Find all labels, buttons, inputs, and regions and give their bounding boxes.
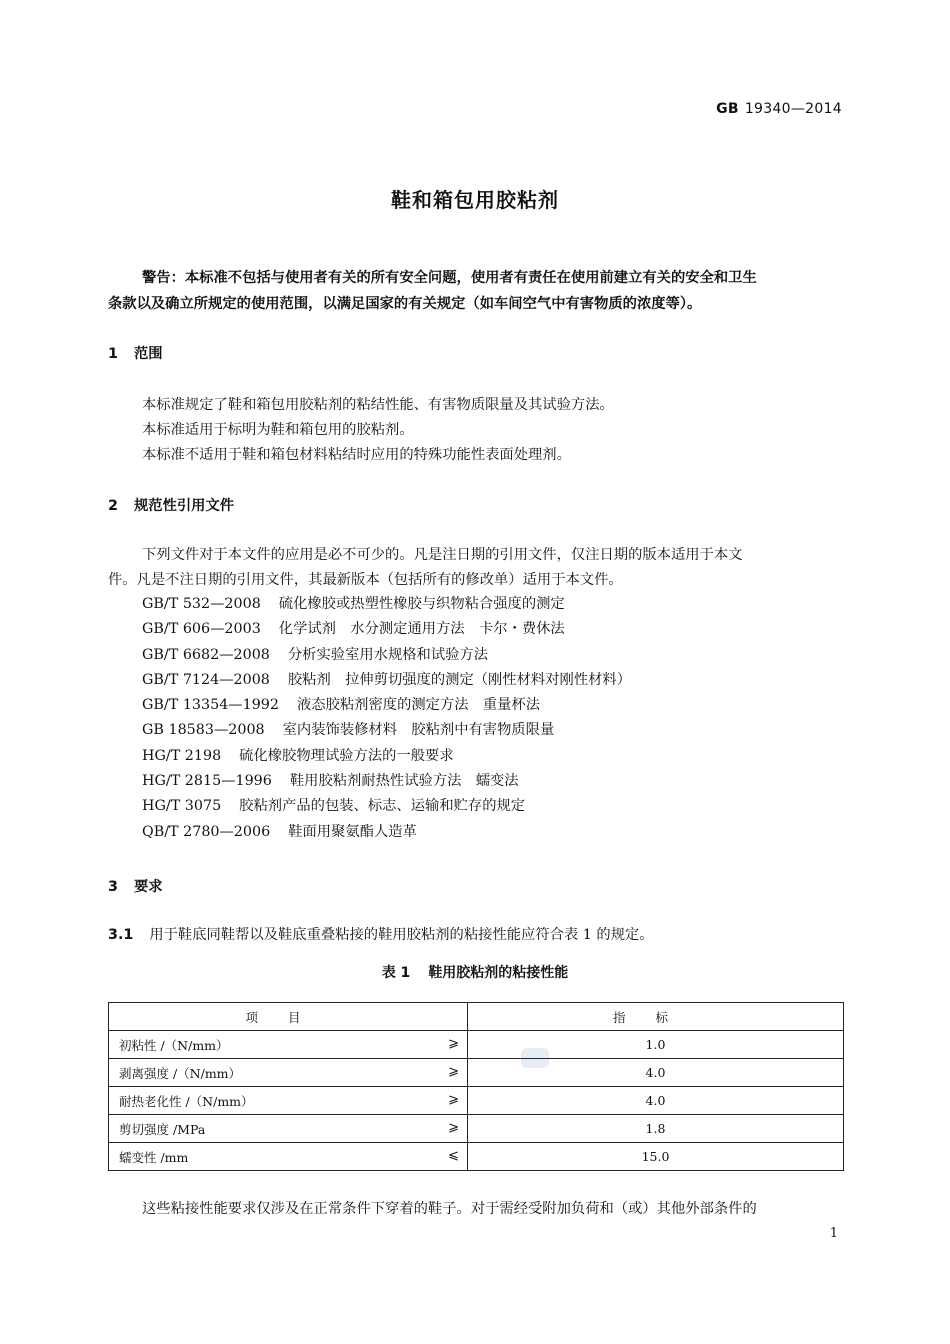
table-cell-item [109,1115,468,1143]
scope-paragraph: 本标准不适用于鞋和箱包材料粘结时应用的特殊功能性表面处理剂。 [142,447,571,463]
warning-line: 条款以及确立所规定的使用范围，以满足国家的有关规定（如车间空气中有害物质的浓度等）。 [108,296,702,312]
clause-3-1 [108,924,654,944]
reference-code: GB/T 7124—2008 [142,671,270,688]
reference-code: HG/T 2198 [142,747,222,764]
references-intro [108,543,844,593]
comparison-symbol: ⩾ [448,1091,459,1107]
reference-title: 胶粘剂 拉伸剪切强度的测定（刚性材料对刚性材料） [287,671,632,688]
standard-code [716,101,842,117]
reference-item [142,643,631,668]
warning-line: 警告：本标准不包括与使用者有关的所有安全问题，使用者有责任在使用前建立有关的安全和卫生 [142,270,757,286]
table-cell-value: 1.8 [468,1115,844,1143]
reference-item [142,718,631,743]
item-label: 耐热老化性 /（N/mm） [119,1093,254,1109]
table-caption-number: 表 1 [381,965,411,981]
reference-title: 分析实验室用水规格和试验方法 [287,646,489,663]
scope-paragraph: 本标准规定了鞋和箱包用胶粘剂的粘结性能、有害物质限量及其试验方法。 [142,397,614,413]
table-caption [0,962,950,982]
reference-code: GB 18583—2008 [142,722,265,739]
reference-item [142,668,631,693]
table-caption-title: 鞋用胶粘剂的粘接性能 [428,965,569,981]
item-label: 蠕变性 /mm [119,1149,189,1165]
reference-item [142,744,631,769]
table-cell-item [109,1031,468,1059]
reference-title: 硫化橡胶物理试验方法的一般要求 [239,747,454,764]
reference-item [142,820,631,845]
table-header-row [109,1003,844,1031]
comparison-symbol: ⩾ [448,1035,459,1051]
reference-title: 室内装饰装修材料 胶粘剂中有害物质限量 [282,722,555,739]
reference-title: 鞋面用聚氨酯人造革 [288,823,417,840]
table-row [109,1143,844,1171]
table-row [109,1059,844,1087]
table-cell-item [109,1087,468,1115]
reference-title: 化学试剂 水分测定通用方法 卡尔・费休法 [278,621,565,638]
comparison-symbol: ⩾ [448,1119,459,1135]
reference-item [142,769,631,794]
table-row [109,1087,844,1115]
warning-paragraph [108,265,844,317]
section-number: 2 [108,498,118,514]
reference-code: GB/T 13354—1992 [142,697,279,714]
reference-code: GB/T 6682—2008 [142,646,270,663]
reference-code: HG/T 2815—1996 [142,773,272,790]
reference-item [142,693,631,718]
intro-line: 件。凡是不注日期的引用文件，其最新版本（包括所有的修改单）适用于本文件。 [108,572,623,588]
reference-code: GB/T 532—2008 [142,596,261,612]
page-number: 1 [829,1226,838,1241]
reference-code: GB/T 606—2003 [142,621,261,638]
reference-title: 硫化橡胶或热塑性橡胶与织物粘合强度的测定 [278,596,565,612]
watermark-logo-icon [520,1045,550,1071]
table-cell-item [109,1143,468,1171]
bonding-performance-table [108,1002,844,1171]
table-cell-value: 4.0 [468,1087,844,1115]
section-heading-requirements [108,876,163,896]
table-cell-item [109,1059,468,1087]
section-title: 范围 [134,346,163,362]
intro-line: 下列文件对于本文件的应用是必不可少的。凡是注日期的引用文件，仅注日期的版本适用于本文 [142,547,743,563]
reference-item [142,617,631,642]
clause-number: 3.1 [108,927,134,943]
section-number: 3 [108,879,118,895]
reference-item [142,592,631,617]
section-heading-references [108,495,234,515]
reference-code: QB/T 2780—2006 [142,823,271,840]
table-cell-value: 1.0 [468,1031,844,1059]
scope-paragraphs [108,393,844,468]
comparison-symbol: ⩽ [448,1147,459,1163]
table-row [109,1115,844,1143]
standard-prefix: GB [716,101,739,117]
standard-number: 19340—2014 [744,101,842,117]
table-cell-value: 15.0 [468,1143,844,1171]
table-cell-value: 4.0 [468,1059,844,1087]
section-number: 1 [108,346,118,362]
item-label: 剪切强度 /MPa [119,1121,206,1137]
item-label: 剥离强度 /（N/mm） [119,1065,242,1081]
reference-title: 液态胶粘剂密度的测定方法 重量杯法 [297,697,541,714]
section-heading-scope [108,343,163,363]
item-label: 初粘性 /（N/mm） [119,1037,229,1053]
table-header-value: 指标 [468,1003,844,1031]
reference-code: HG/T 3075 [142,798,222,815]
comparison-symbol: ⩾ [448,1063,459,1079]
reference-title: 胶粘剂产品的包装、标志、运输和贮存的规定 [239,798,526,815]
reference-list [142,592,631,845]
table-row [109,1031,844,1059]
continuation-text: 这些粘接性能要求仅涉及在正常条件下穿着的鞋子。对于需经受附加负荷和（或）其他外部条件的 [142,1201,757,1217]
table-header-item: 项目 [109,1003,468,1031]
reference-title: 鞋用胶粘剂耐热性试验方法 蠕变法 [289,773,519,790]
scope-paragraph: 本标准适用于标明为鞋和箱包用的胶粘剂。 [142,422,414,438]
clause-text: 用于鞋底同鞋帮以及鞋底重叠粘接的鞋用胶粘剂的粘接性能应符合表 1 的规定。 [149,927,654,943]
reference-item [142,794,631,819]
section-title: 规范性引用文件 [134,498,235,514]
document-title: 鞋和箱包用胶粘剂 [391,188,559,212]
section-title: 要求 [134,879,163,895]
